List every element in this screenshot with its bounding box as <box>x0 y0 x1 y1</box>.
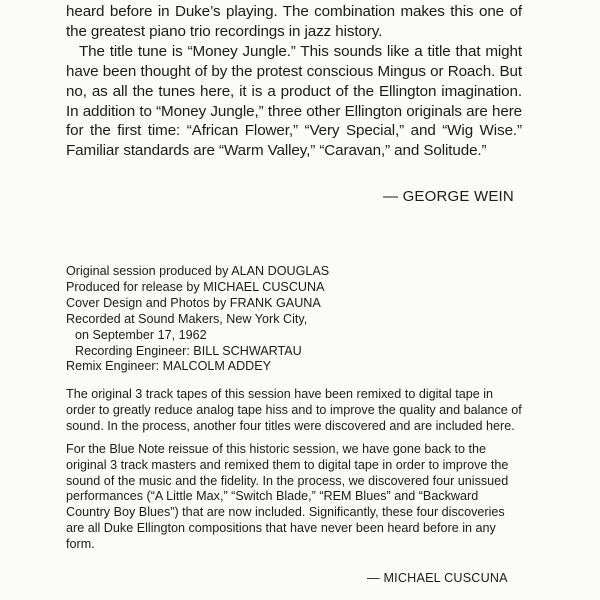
credit-line: Remix Engineer: MALCOLM ADDEY <box>66 359 272 374</box>
credit-line: on September 17, 1962 <box>75 327 207 342</box>
credit-line: Recording Engineer: BILL SCHWARTAU <box>75 343 302 358</box>
notes-paragraph-1: The original 3 track tapes of this session have been remixed to digital tape in order to greatly reduce analog tape hiss and to improve the quality and balance of sound. In the process, another four titles were discovered and are included here. <box>66 387 522 433</box>
credit-line: Cover Design and Photos by FRANK GAUNA <box>66 295 321 310</box>
credits-block <box>66 264 526 375</box>
essay-paragraph-1-tail: heard before in Duke’s playing. The combination makes this one of the greatest piano trio recordings in jazz history. <box>66 3 522 40</box>
notes-signature: — MICHAEL CUSCUNA <box>367 571 508 585</box>
reissue-notes-section <box>66 387 524 560</box>
essay-section <box>66 2 522 161</box>
credit-line: Produced for release by MICHAEL CUSCUNA <box>66 279 325 294</box>
essay-signature: — GEORGE WEIN <box>383 188 514 205</box>
credit-line: Recorded at Sound Makers, New York City, <box>66 311 308 326</box>
credit-line: Original session produced by ALAN DOUGLAS <box>66 264 330 278</box>
essay-paragraph-2: The title tune is “Money Jungle.” This sounds like a title that might have been thought of by the protest conscious Mingus or Roach. But no, as all the tunes here, it is a product of the Ellington imagination. In addition to “Money Jungle,” three other Ellington originals are here for the first time: “African Flower,” “Very Special,” and “Wig Wise.” Familiar standards are “Warm Valley,” “Caravan,” and Solitude.” <box>66 42 522 160</box>
notes-paragraph-2: For the Blue Note reissue of this historic session, we have gone back to the original 3 track masters and remixed them to digital tape in order to improve the sound of the music and the fidelity. In the process, we discovered four unissued performances (“A Little Max,” “Switch Blade,” “REM Blues” and “Backward Country Boy Blues”) that are now included. Significantly, these four discoveries are all Duke Ellington compositions that have never been heard before in any form. <box>66 441 509 552</box>
